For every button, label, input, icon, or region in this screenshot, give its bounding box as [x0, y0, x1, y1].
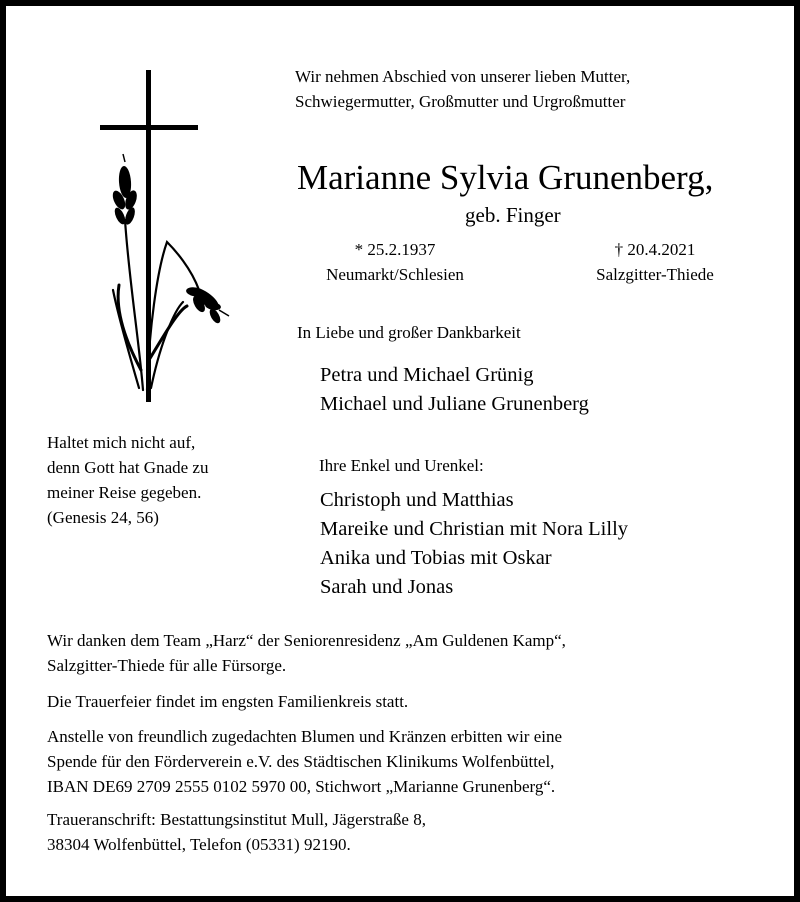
address-note [47, 807, 426, 857]
intro-line: Wir nehmen Abschied von unserer lieben Mutter, [295, 67, 631, 86]
birth-name: geb. Finger [465, 203, 561, 227]
quote-line: Haltet mich nicht auf, [47, 433, 196, 452]
bible-quote [47, 430, 208, 530]
mourners-intro: In Liebe und großer Dankbarkeit [297, 323, 521, 342]
intro-line: Schwiegermutter, Großmutter und Urgroßmutter [295, 92, 626, 111]
donation-note [47, 724, 562, 799]
note-line: Wir danken dem Team „Harz“ der Seniorenresidenz „Am Guldenen Kamp“, [47, 631, 566, 650]
birth-place: Neumarkt/Schlesien [326, 265, 464, 284]
wheat-ear-right [185, 284, 229, 325]
note-line: Salzgitter-Thiede für alle Fürsorge. [47, 656, 287, 675]
cross-with-wheat-icon [95, 70, 255, 410]
birth-date: * 25.2.1937 [354, 240, 436, 259]
list-item: Petra und Michael Grünig [320, 364, 534, 386]
children-list [320, 361, 589, 419]
list-item: Anika und Tobias mit Oskar [320, 547, 552, 569]
list-item: Christoph und Matthias [320, 489, 514, 511]
birth-block [300, 237, 490, 287]
list-item: Mareike und Christian mit Nora Lilly [320, 518, 629, 540]
wheat-ears-icon [113, 220, 199, 390]
deceased-name: Marianne Sylvia Grunenberg, [297, 158, 714, 197]
wheat-ear-left [110, 154, 139, 226]
thanks-note [47, 628, 566, 678]
death-date: † 20.4.2021 [614, 240, 696, 259]
funeral-note [47, 689, 408, 714]
grandchildren-label: Ihre Enkel und Urenkel: [319, 456, 484, 475]
quote-line: (Genesis 24, 56) [47, 508, 159, 527]
note-line: IBAN DE69 2709 2555 0102 5970 00, Stichwort „Marianne Grunenberg“. [47, 777, 556, 796]
list-item: Sarah und Jonas [320, 576, 454, 598]
quote-line: denn Gott hat Gnade zu [47, 458, 209, 477]
note-line: Spende für den Förderverein e.V. des Städtischen Klinikums Wolfenbüttel, [47, 752, 555, 771]
note-line: Die Trauerfeier findet im engsten Familienkreis statt. [47, 692, 409, 711]
note-line: Traueranschrift: Bestattungsinstitut Mull, Jägerstraße 8, [47, 810, 426, 829]
grandchildren-list [320, 486, 628, 602]
intro-text [295, 64, 630, 114]
death-block [565, 237, 745, 287]
list-item: Michael und Juliane Grunenberg [320, 393, 589, 415]
note-line: 38304 Wolfenbüttel, Telefon (05331) 92190. [47, 835, 351, 854]
note-line: Anstelle von freundlich zugedachten Blumen und Kränzen erbitten wir eine [47, 727, 563, 746]
quote-line: meiner Reise gegeben. [47, 483, 202, 502]
death-place: Salzgitter-Thiede [596, 265, 714, 284]
